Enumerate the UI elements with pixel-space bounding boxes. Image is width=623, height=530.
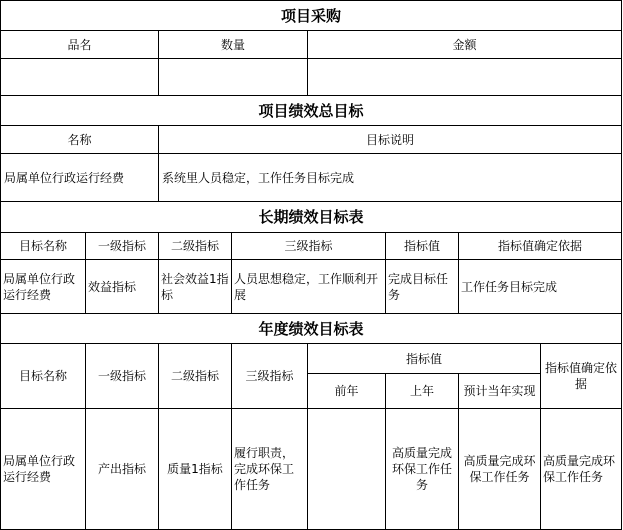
overall-row-description: 系统里人员稳定，工作任务目标完成 — [159, 154, 622, 202]
header-item-name: 品名 — [0, 31, 159, 59]
longterm-header-value: 指标值 — [386, 233, 459, 260]
annual-subheader-current-year: 预计当年实现 — [459, 374, 541, 409]
procurement-amount-cell[interactable] — [308, 59, 622, 96]
procurement-item-cell[interactable] — [0, 59, 159, 96]
longterm-header-level1: 一级指标 — [86, 233, 159, 260]
annual-subheader-last-year: 上年 — [386, 374, 459, 409]
annual-row-last-year: 高质量完成环保工作任务 — [386, 409, 459, 530]
longterm-row-level3: 人员思想稳定，工作顺利开展 — [232, 260, 386, 314]
longterm-row-basis: 工作任务目标完成 — [459, 260, 622, 314]
longterm-header-level2: 二级指标 — [159, 233, 232, 260]
overall-header-name: 名称 — [0, 126, 159, 154]
overall-title: 项目绩效总目标 — [0, 96, 622, 126]
procurement-quantity-cell[interactable] — [159, 59, 308, 96]
overall-row-name: 局属单位行政运行经费 — [0, 154, 159, 202]
longterm-row-level1: 效益指标 — [86, 260, 159, 314]
annual-row-level1: 产出指标 — [86, 409, 159, 530]
annual-row-target-name: 局属单位行政运行经费 — [0, 409, 86, 530]
annual-subheader-year-before: 前年 — [308, 374, 386, 409]
annual-header-target-name: 目标名称 — [0, 344, 86, 409]
longterm-header-target-name: 目标名称 — [0, 233, 86, 260]
annual-header-value: 指标值 — [308, 344, 541, 374]
longterm-row-level2: 社会效益1指标 — [159, 260, 232, 314]
annual-row-year-before[interactable] — [308, 409, 386, 530]
procurement-title: 项目采购 — [0, 0, 622, 31]
annual-header-level2: 二级指标 — [159, 344, 232, 409]
overall-header-description: 目标说明 — [159, 126, 622, 154]
annual-row-level2: 质量1指标 — [159, 409, 232, 530]
longterm-row-value: 完成目标任务 — [386, 260, 459, 314]
longterm-header-level3: 三级指标 — [232, 233, 386, 260]
annual-row-current-year: 高质量完成环保工作任务 — [459, 409, 541, 530]
longterm-title: 长期绩效目标表 — [0, 202, 622, 233]
longterm-header-basis: 指标值确定依据 — [459, 233, 622, 260]
header-quantity: 数量 — [159, 31, 308, 59]
annual-header-level3: 三级指标 — [232, 344, 308, 409]
annual-header-basis: 指标值确定依据 — [541, 344, 622, 409]
annual-row-basis: 高质量完成环保工作任务 — [541, 409, 622, 530]
annual-row-level3: 履行职责，完成环保工作任务 — [232, 409, 308, 530]
longterm-row-target-name: 局属单位行政运行经费 — [0, 260, 86, 314]
annual-header-level1: 一级指标 — [86, 344, 159, 409]
header-amount: 金额 — [308, 31, 622, 59]
annual-title: 年度绩效目标表 — [0, 314, 622, 344]
